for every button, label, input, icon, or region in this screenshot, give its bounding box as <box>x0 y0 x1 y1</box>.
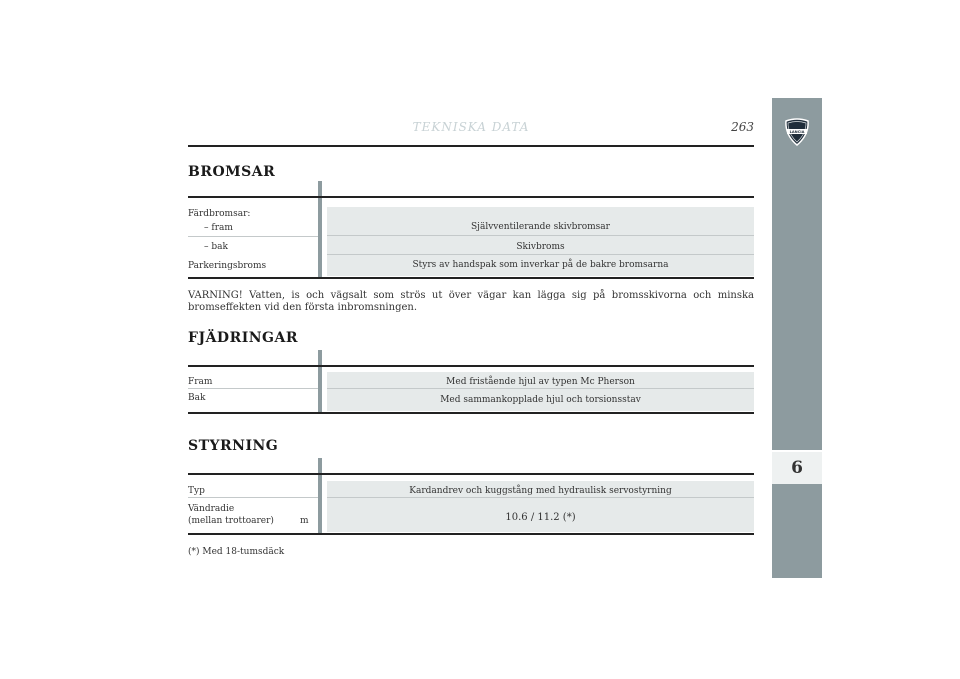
rear-brake-value: Skivbroms <box>327 236 754 254</box>
turning-radius-unit: m <box>300 516 309 526</box>
table-top-rule <box>188 196 754 198</box>
table-divider-bar <box>318 458 322 535</box>
parking-brake-label: Parkeringsbroms <box>188 261 267 271</box>
front-brake-label: – fram <box>204 223 233 233</box>
turning-radius-value: 10.6 / 11.2 (*) <box>327 498 754 532</box>
label-rule <box>188 236 318 237</box>
table-bottom-rule <box>188 277 754 279</box>
turning-radius-label: Vändradie <box>188 504 235 514</box>
brake-warning-text: VARNING! Vatten, is och vägsalt som strös ut över vägar kan lägga sig på bromsskivorna och minska bromseffekten vid den första inbromsningen. <box>188 290 754 313</box>
brakes-section-title: BROMSAR <box>188 164 276 180</box>
steering-section-title: STYRNING <box>188 438 279 454</box>
front-suspension-value: Med fristående hjul av typen Mc Pherson <box>327 372 754 388</box>
suspension-section-title: FJÄDRINGAR <box>188 330 298 346</box>
steering-type-value: Kardandrev och kuggstång med hydraulisk servostyrning <box>327 481 754 497</box>
header-rule <box>188 145 754 147</box>
chapter-number: 6 <box>791 458 803 478</box>
parking-brake-value: Styrs av handspak som inverkar på de bakre bromsarna <box>327 255 754 276</box>
lancia-shield-icon <box>784 118 810 146</box>
table-top-rule <box>188 365 754 367</box>
rear-suspension-value: Med sammankopplade hjul och torsionsstav <box>327 389 754 411</box>
chapter-number-box[interactable] <box>772 452 822 484</box>
table-top-rule <box>188 473 754 475</box>
logo-text: LANCIA <box>789 130 805 134</box>
table-bottom-rule <box>188 412 754 414</box>
turning-radius-sublabel <box>188 515 318 527</box>
suspension-table <box>188 350 754 416</box>
table-bottom-rule <box>188 533 754 535</box>
front-suspension-label: Fram <box>188 377 213 387</box>
rear-brake-label: – bak <box>204 242 228 252</box>
label-rule <box>188 497 318 498</box>
brakes-table <box>188 181 754 281</box>
page-number: 263 <box>731 120 754 134</box>
chapter-side-tab <box>772 98 822 578</box>
footnote: (*) Med 18-tumsdäck <box>188 547 285 557</box>
header-title: TEKNISKA DATA <box>412 120 530 134</box>
label-rule <box>188 388 318 389</box>
table-divider-bar <box>318 350 322 413</box>
service-brakes-label: Färdbromsar: <box>188 209 251 219</box>
front-brake-value: Självventilerande skivbromsar <box>327 207 754 235</box>
steering-type-label: Typ <box>188 486 205 496</box>
turning-radius-sublabel-text: (mellan trottoarer) <box>188 516 274 526</box>
steering-table <box>188 458 754 538</box>
page-header <box>188 120 754 148</box>
rear-suspension-label: Bak <box>188 393 206 403</box>
